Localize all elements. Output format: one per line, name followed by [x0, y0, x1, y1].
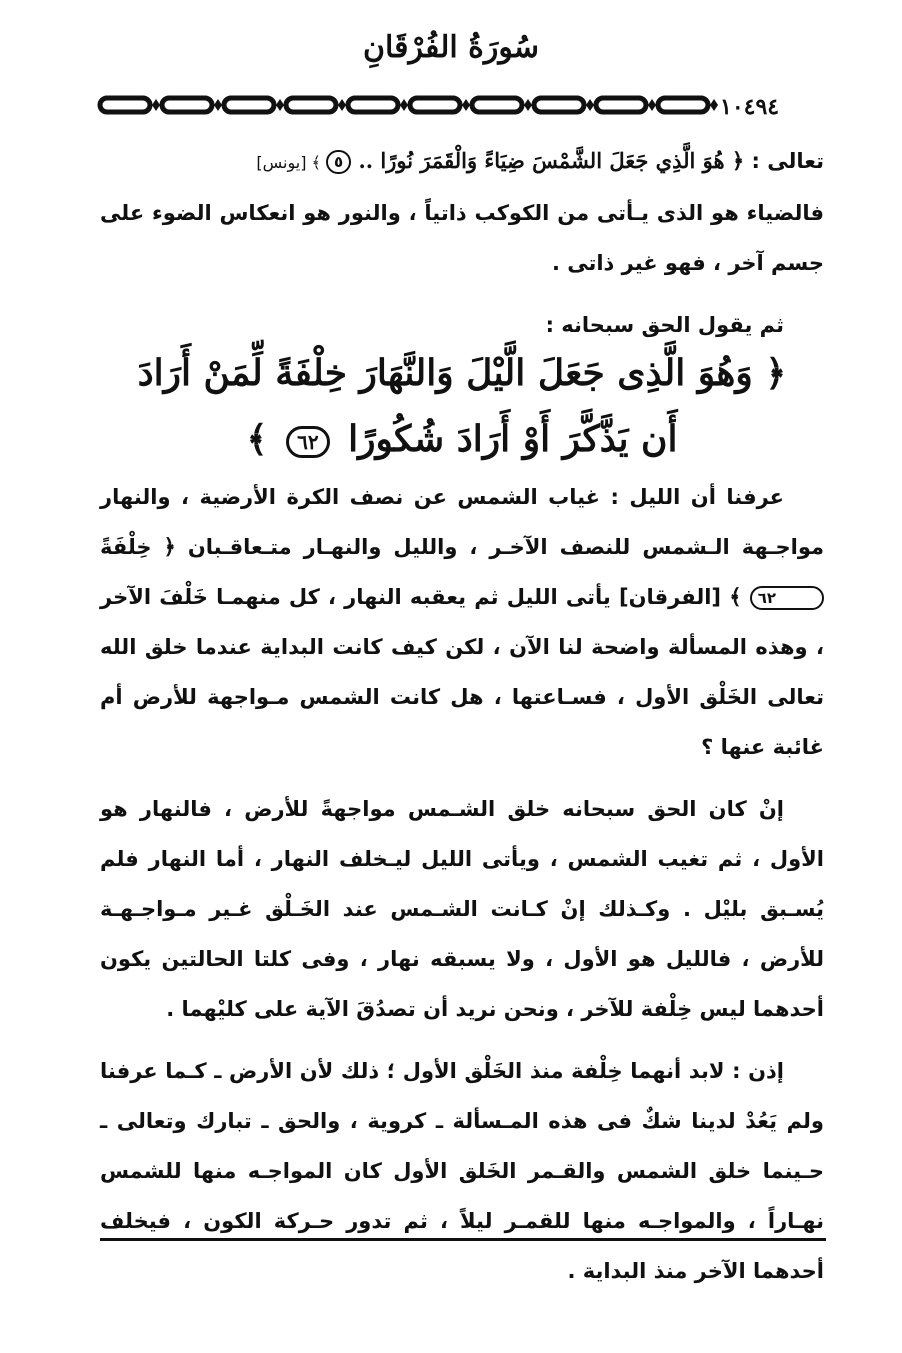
intro-aya-number: ٥ [326, 150, 351, 174]
sura-title: سُورَةُ الفُرْقَانِ [362, 30, 539, 65]
intro-verse: ﴿ هُوَ الَّذِي جَعَلَ الشَّمْسَ ضِيَاءً وَالْقَمَرَ نُورًا .. [351, 148, 745, 173]
paragraph-1-aya-number: ٦٢ [750, 586, 824, 610]
footer-rule [100, 1238, 826, 1241]
verse-close: ﴾ [246, 418, 281, 460]
verse-aya-number: ٦٢ [286, 426, 329, 458]
paragraph-1 [100, 472, 824, 772]
intro-prefix: تعالى : [744, 149, 824, 173]
paragraph-1-text-a: عرفنا أن الليل : غياب الشمس عن نصف الكرة الأرضية ، والنهار مواجـهة الـشمس للنصف الآخـر ، والليل والنهـار متـعاقـبان ﴿ خِلْفَةً [100, 485, 824, 559]
paragraph-3: إذن : لابد أنهما خِلْفة منذ الخَلْق الأول ؛ ذلك لأن الأرض ـ كـما عرفنا ولم يَعُدْ لدينا شكٌ فى هذه المـسألة ـ كروية ، والحق ـ تبارك وتعالى ـ حـينما خلق الشمس والقـمر الخَلق الأول كان المواجـه منها للشمس نهـاراً ، والمواجـه منها للقمـر ليلاً ، ثم تدور حـركة الكون ، فيخلف أحدهما الآخر منذ البداية . [100, 1059, 824, 1283]
intro-reference: ﴾ [يونس] [256, 153, 326, 172]
body-text [100, 472, 824, 1296]
page-number: ١٠٤٩٤ [720, 94, 780, 120]
intro-text: فالضياء هو الذى يـأتى من الكوكب ذاتياً ، والنور هو انعكاس الضوء على جسم آخر ، فهو غير ذاتى . [100, 201, 824, 275]
verse-line-2 [100, 406, 824, 472]
quran-verse [100, 340, 824, 472]
intro-block [100, 136, 824, 350]
verse-line-2-text: أَن يَذَّكَّرَ أَوْ أَرَادَ شُكُورًا [348, 418, 678, 460]
paragraph-2: إنْ كان الحق سبحانه خلق الشـمس مواجهةً للأرض ، فالنهار هو الأول ، ثم تغيب الشمس ، ويأتى الليل ليـخلف النهار ، أما النهار فلم يُسـبق بليْل . وكـذلك إنْ كـانت الشـمس عند الخَـلْق غـير مـواجـهـة للأرض ، فالليل هو الأول ، ولا يسبقه نهار ، وفى كلتا الحالتين يكون أحدهما ليس خِلْفة للآخر ، ونحن نريد أن تصدُقَ الآية على كليْهما . [100, 797, 824, 1021]
paragraph-1-text-b: ﴾ [الفرقان] يأتى الليل ثم يعقبه النهار ، كل منهمـا خَلْفَ الآخر ، وهذه المسألة واضحة لنا الآن ، لكن كيف كانت البداية عندما خلق الله تعالى الخَلْق الأول ، فسـاعتها ، هل كانت الشمس مـواجهة للأرض أم غائبة عنها ؟ [100, 585, 824, 759]
verse-line-1: ﴿ وَهُوَ الَّذِى جَعَلَ الَّيْلَ وَالنَّهَارَ خِلْفَةً لِّمَنْ أَرَادَ [137, 352, 787, 394]
intro-line-1 [100, 136, 824, 188]
ornamental-divider [96, 92, 726, 118]
lead-in: ثم يقول الحق سبحانه : [545, 313, 784, 337]
